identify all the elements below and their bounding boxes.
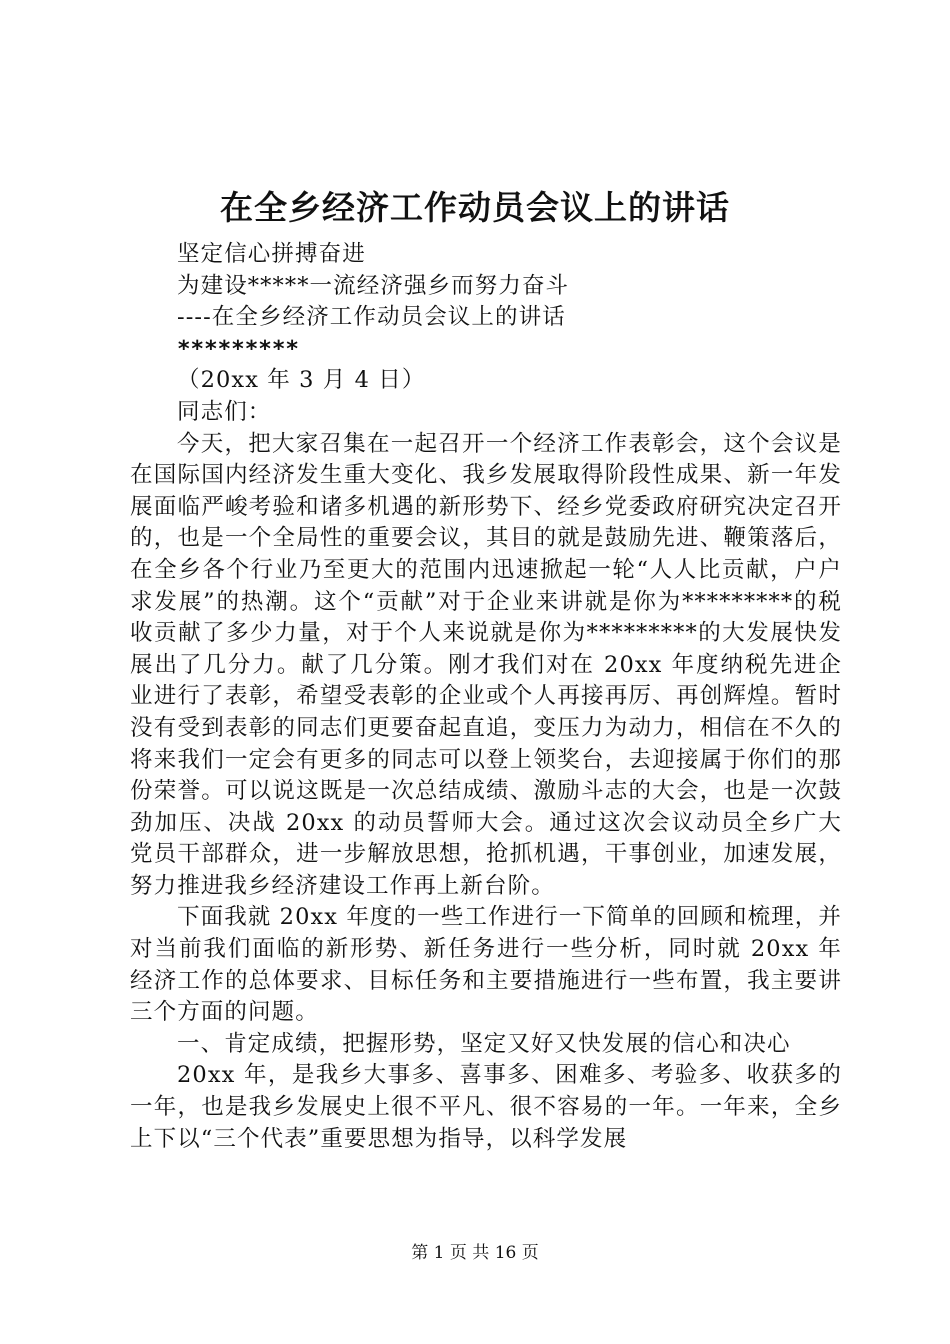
section-heading-1: 一、肯定成绩，把握形势，坚定又好又快发展的信心和决心: [177, 1030, 791, 1057]
document-title: 在全乡经济工作动员会议上的讲话: [220, 188, 730, 227]
page-footer: 第 1 页 共 16 页: [411, 1243, 539, 1263]
paragraph-outline: 下面我就 20xx 年度的一些工作进行一下简单的回顾和梳理，并对当前我们面临的新形势、新任务进行一些分析，同时就 20xx 年经济工作的总体要求、目标任务和主要措施进行一些布置，我主要讲三个方面的问题。: [130, 904, 842, 1026]
subtitle-line-1: 坚定信心拼搏奋进: [177, 241, 366, 267]
paragraph-opening: 今天，把大家召集在一起召开一个经济工作表彰会，这个会议是在国际国内经济发生重大变化、我乡发展取得阶段性成果、新一年发展面临严峻考验和诸多机遇的新形势下、经乡党委政府研究决定召开的，也是一个全局性的重要会议，其目的就是鼓励先进、鞭策落后，在全乡各个行业乃至更大的范围内迅速掀起一轮“人人比贡献，户户求发展”的热潮。这个“贡献”对于企业来讲就是你为*********的税收贡献了多少力量，对于个人来说就是你为*********的大发展快发展出了几分力。献了几分策。刚才我们对在 20xx 年度纳税先进企业进行了表彰，希望受表彰的企业或个人再接再厉、再创辉煌。暂时没有受到表彰的同志们更要奋起直追，变压力为动力，相信在不久的将来我们一定会有更多的同志可以登上领奖台，去迎接属于你们的那份荣誉。可以说这既是一次总结成绩、激励斗志的大会，也是一次鼓劲加压、决战 20xx 的动员誓师大会。通过这次会议动员全乡广大党员干部群众，进一步解放思想，抢抓机遇，干事创业，加速发展，努力推进我乡经济建设工作再上新台阶。: [130, 430, 842, 899]
subtitle-line-3: ----在全乡经济工作动员会议上的讲话: [177, 304, 566, 331]
speech-date: （20xx 年 3 月 4 日）: [177, 367, 426, 394]
document-body: [130, 239, 842, 1155]
salutation: 同志们：: [177, 398, 272, 425]
paragraph-review: 20xx 年，是我乡大事多、喜事多、困难多、考验多、收获多的一年，也是我乡发展史上很不平凡、很不容易的一年。一年来，全乡上下以“三个代表”重要思想为指导，以科学发展: [130, 1062, 842, 1152]
subtitle-line-2: 为建设*****一流经济强乡而努力奋斗: [177, 272, 570, 299]
speaker-name: *********: [177, 335, 299, 362]
